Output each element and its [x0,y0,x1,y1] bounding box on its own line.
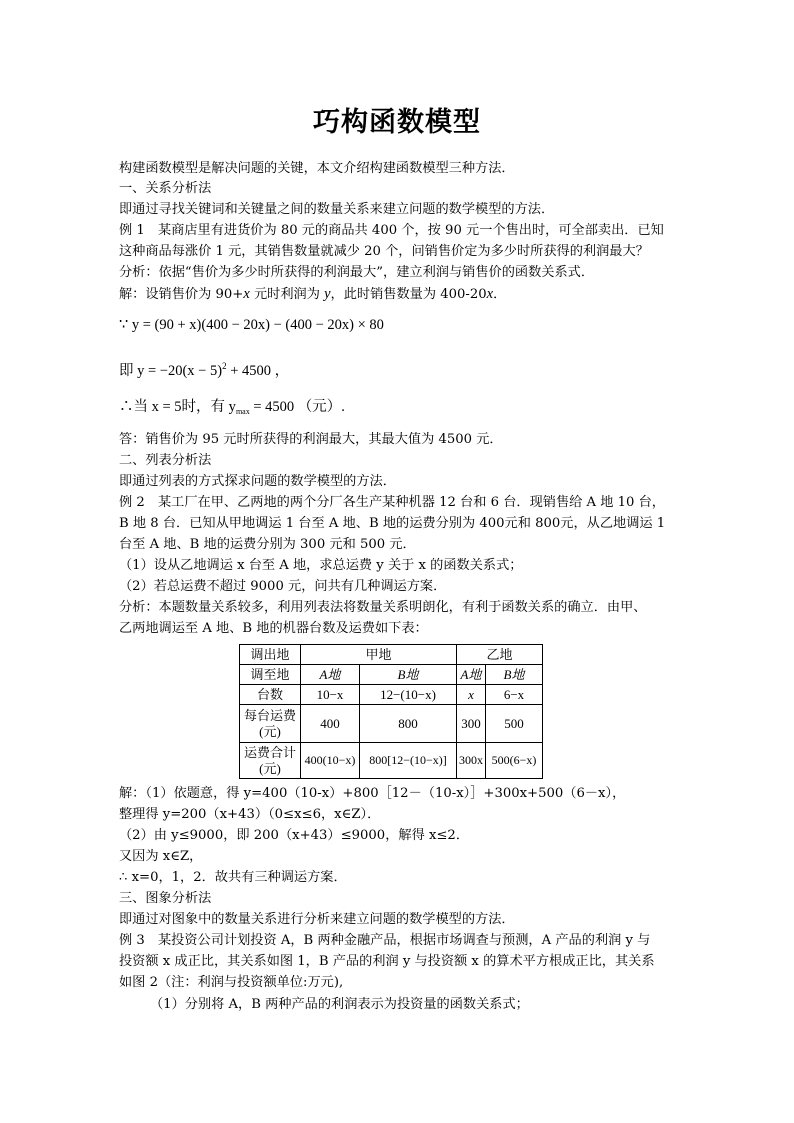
example-2-question-1: （1）设从乙地调运 x 台至 A 地，求总运费 y 关于 x 的函数关系式； [119,558,523,573]
example-3-question-1: （1）分别将 A，B 两种产品的利润表示为投资量的函数关系式； [150,997,529,1012]
table-cell: 10−x [301,685,360,705]
table-cell: B地 [360,665,457,685]
section-2-definition: 即通过列表的方式探求问题的数学模型的方法． [119,474,396,489]
table-row [240,685,543,705]
table-row [240,705,543,743]
example-2-question-2: （2）若总运费不超过 9000 元，问共有几种调运方案． [119,579,447,594]
example-3-line-2: 投资额 x 成正比，其关系如图 1，B 产品的利润 y 与投资额 x 的算术平方根成正比，其关系 [119,954,655,969]
example-1-answer: 答：销售价为 95 元时所获得的利润最大，其最大值为 4500 元． [119,432,503,447]
table-cell: 6−x [486,685,543,705]
page-title: 巧构函数模型 [313,107,481,138]
equation-maximum: ∴当 x = 5时，有 $y_{max} = 4500$ （元）. [119,399,345,416]
table-cell: 运费合计(元) [240,743,301,779]
table-cell: 500 [486,705,543,743]
solution-2-conclusion: ∴ x=0，1，2．故共有三种调运方案． [119,870,347,885]
table-row [240,665,543,685]
section-1-definition: 即通过寻找关键词和关键量之间的数量关系来建立问题的数学模型的方法． [119,202,555,217]
example-2-line-1: 例 2 某工厂在甲、乙两地的两个分厂各生产某种机器 12 台和 6 台．现销售给 A 地 10 台， [119,495,665,510]
section-heading-1: 一、关系分析法 [119,181,212,196]
section-3-definition: 即通过对图象中的数量关系进行分析来建立问题的数学模型的方法． [119,912,515,927]
table-cell: 400 [301,705,360,743]
example-1-solution-setup: 解：设销售价为 90+x 元时利润为 y，此时销售数量为 400-20x． [119,286,507,302]
solution-2-part-1: 解：（1）依题意，得 y=400（10-x）+800［12－（10-x）］+300x+500（6－x）， [119,786,626,801]
table-cell: 800 [360,705,457,743]
example-3-line-3: 如图 2（注：利润与投资额单位:万元), [119,975,344,990]
intro-line: 构建函数模型是解决问题的关键，本文介绍构建函数模型三种方法． [119,161,515,176]
section-heading-3: 三、图象分析法 [119,891,212,906]
table-cell: 乙地 [457,645,543,665]
table-cell: 甲地 [301,645,457,665]
solution-2-simplified: 整理得 y=200（x+43）（0≤x≤6，x∈Z）． [119,807,381,822]
table-cell: 调出地 [240,645,301,665]
table-cell: 800[12−(10−x)] [360,743,457,779]
example-3-line-1: 例 3 某投资公司计划投资 A，B 两种金融产品，根据市场调查与预测，A 产品的利润 y 与 [119,933,651,948]
table-cell: 台数 [240,685,301,705]
table-cell: 每台运费(元) [240,705,301,743]
transport-table [239,644,543,779]
table-cell: 300x [457,743,486,779]
table-cell: 300 [457,705,486,743]
table-cell: A地 [301,665,360,685]
solution-2-integer: 又因为 x∈Z， [119,849,203,864]
equation-profit: ∵ y = (90 + x)(400 − 20x) − (400 − 20x) × 80 [119,317,384,333]
table-cell: A地 [457,665,486,685]
table-row [240,645,543,665]
example-1-analysis: 分析：依据“售价为多少时所获得的利润最大”，建立利润与销售价的函数关系式． [119,265,595,280]
table-cell: x [457,685,486,705]
table-cell: 500(6−x) [486,743,543,779]
table-cell: 调至地 [240,665,301,685]
solution-2-part-2: （2）由 y≤9000，即 200（x+43）≤9000，解得 x≤2． [119,828,470,843]
section-heading-2: 二、列表分析法 [119,453,212,468]
example-2-line-2: B 地 8 台．已知从甲地调运 1 台至 A 地、B 地的运费分别为 400元和 800元，从乙地调运 1 [119,516,666,531]
equation-vertex-form: 即 $y = -20(x - 5)^2 + 4500$ ， [119,361,290,379]
example-1-line-2: 这种商品每涨价 1 元，其销售数量就减少 20 个，问销售价定为多少时所获得的利润最大？ [119,244,649,259]
example-2-analysis-1: 分析：本题数量关系较多，利用列表法将数量关系明朗化，有利于函数关系的确立．由甲、 [119,600,647,615]
example-2-line-3: 台至 A 地、B 地的运费分别为 300 元和 500 元． [119,537,416,552]
table-cell: B地 [486,665,543,685]
example-1-line-1: 例 1 某商店里有进货价为 80 元的商品共 400 个，按 90 元一个售出时，可全部卖出．已知 [119,223,664,238]
table-row [240,743,543,779]
example-2-analysis-2: 乙两地调运至 A 地、B 地的机器台数及运费如下表： [119,621,428,636]
table-cell: 12−(10−x) [360,685,457,705]
table-cell: 400(10−x) [301,743,360,779]
